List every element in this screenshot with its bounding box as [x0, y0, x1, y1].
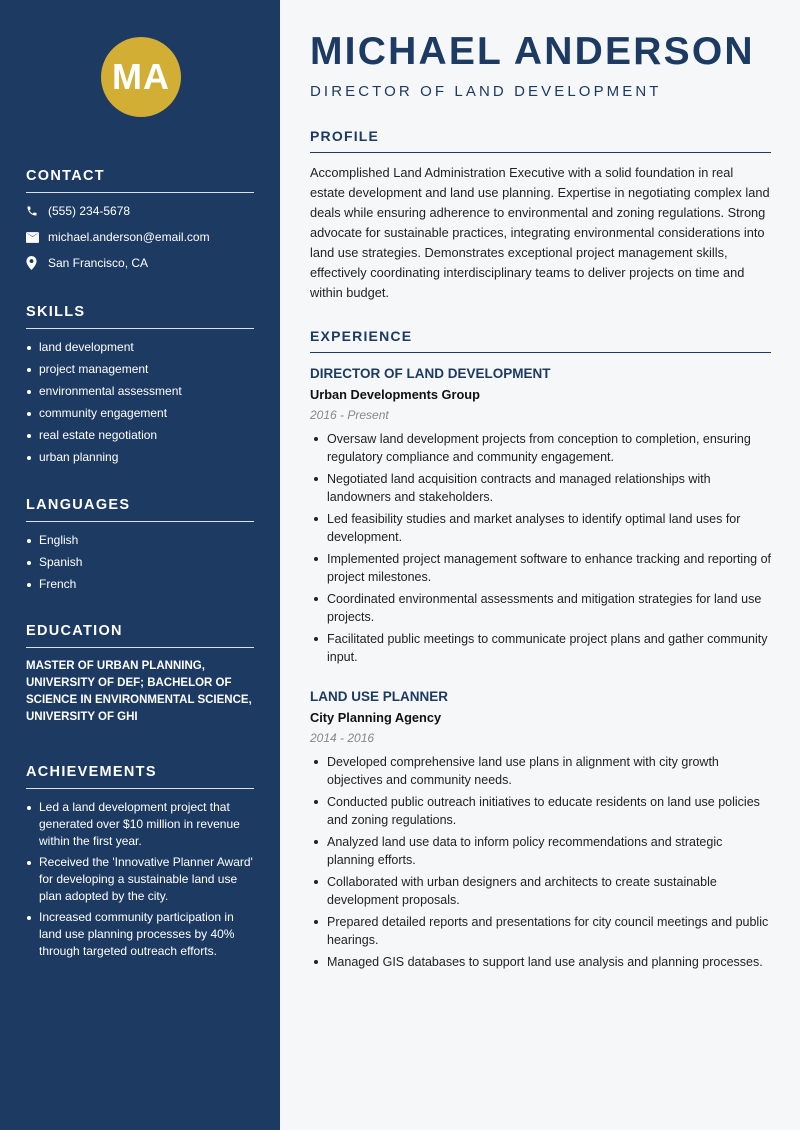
education-text: MASTER OF URBAN PLANNING, UNIVERSITY OF DEF; BACHELOR OF SCIENCE IN ENVIRONMENTAL SCIENCE, UNIVERSITY OF GHI — [26, 660, 252, 723]
experience-entry — [310, 689, 771, 975]
list-item: Increased community participation in land use planning processes by 40% through targeted outreach efforts. — [26, 909, 254, 960]
job-bullets — [310, 753, 771, 971]
list-item: Negotiated land acquisition contracts and managed relationships with landowners and stakeholders. — [310, 470, 771, 506]
list-item: Prepared detailed reports and presentations for city council meetings and public hearings. — [310, 913, 771, 949]
job-dates: 2014 - 2016 — [310, 731, 375, 745]
list-item: Implemented project management software to enhance tracking and reporting of project milestones. — [310, 550, 771, 586]
education-heading: EDUCATION — [26, 623, 254, 648]
job-company: Urban Developments Group — [310, 387, 480, 402]
phone-icon — [26, 205, 48, 217]
achievements-list — [26, 799, 254, 960]
achievements-section — [26, 764, 254, 964]
list-item: Coordinated environmental assessments and mitigation strategies for land use projects. — [310, 590, 771, 626]
list-item: Collaborated with urban designers and architects to create sustainable development proposals. — [310, 873, 771, 909]
job-bullets — [310, 430, 771, 666]
languages-list — [26, 532, 254, 593]
skills-section — [26, 304, 254, 471]
email-icon — [26, 232, 48, 243]
list-item: Managed GIS databases to support land use analysis and planning processes. — [310, 953, 771, 971]
location-pin-icon — [26, 256, 48, 270]
list-item: Oversaw land development projects from conception to completion, ensuring regulatory compliance and community engagement. — [310, 430, 771, 466]
avatar-initials: MA — [112, 56, 170, 97]
profile-heading: PROFILE — [310, 128, 771, 153]
contact-location — [26, 250, 254, 276]
location-text: San Francisco, CA — [48, 256, 149, 270]
list-item: French — [26, 576, 254, 593]
list-item: land development — [26, 339, 254, 356]
job-company: City Planning Agency — [310, 710, 442, 725]
list-item: Led feasibility studies and market analyses to identify optimal land uses for development. — [310, 510, 771, 546]
avatar — [101, 37, 181, 117]
contact-section — [26, 168, 254, 276]
candidate-name: MICHAEL ANDERSON — [310, 30, 755, 73]
list-item: Led a land development project that generated over $10 million in revenue within the first year. — [26, 799, 254, 850]
job-role: LAND USE PLANNER — [310, 689, 449, 704]
profile-text: Accomplished Land Administration Executive with a solid foundation in real estate development and land use planning. Expertise in negotiating complex land deals while ensuring adherence to environmental and zoning regulations. Strong advocate for sustainable practices, integrating environmental considerations into land use strategies. Demonstrates exceptional project management skills, effectively coordinating interdisciplinary teams to deliver projects on time and within budget. — [310, 165, 770, 300]
list-item: community engagement — [26, 405, 254, 422]
list-item: Received the 'Innovative Planner Award' for developing a sustainable land use plan adopted by the city. — [26, 854, 254, 905]
contact-heading: CONTACT — [26, 168, 254, 193]
list-item: Analyzed land use data to inform policy recommendations and strategic planning efforts. — [310, 833, 771, 869]
education-section — [26, 623, 254, 726]
experience-entry — [310, 366, 771, 670]
list-item: environmental assessment — [26, 383, 254, 400]
skills-heading: SKILLS — [26, 304, 254, 329]
languages-section — [26, 497, 254, 598]
languages-heading: LANGUAGES — [26, 497, 254, 522]
list-item: project management — [26, 361, 254, 378]
contact-email — [26, 224, 254, 250]
sidebar — [0, 0, 280, 1130]
job-dates: 2016 - Present — [310, 408, 389, 422]
email-text[interactable]: michael.anderson@email.com — [48, 230, 210, 244]
list-item: Conducted public outreach initiatives to educate residents on land use policies and zoning regulations. — [310, 793, 771, 829]
experience-heading: EXPERIENCE — [310, 328, 771, 353]
contact-phone — [26, 198, 254, 224]
list-item: Developed comprehensive land use plans in alignment with city growth objectives and community needs. — [310, 753, 771, 789]
phone-text[interactable]: (555) 234-5678 — [48, 204, 131, 218]
skills-list — [26, 339, 254, 466]
list-item: urban planning — [26, 449, 254, 466]
list-item: English — [26, 532, 254, 549]
list-item: Facilitated public meetings to communicate project plans and gather community input. — [310, 630, 771, 666]
list-item: Spanish — [26, 554, 254, 571]
candidate-title: DIRECTOR OF LAND DEVELOPMENT — [310, 83, 662, 100]
list-item: real estate negotiation — [26, 427, 254, 444]
job-role: DIRECTOR OF LAND DEVELOPMENT — [310, 366, 551, 381]
achievements-heading: ACHIEVEMENTS — [26, 764, 254, 789]
